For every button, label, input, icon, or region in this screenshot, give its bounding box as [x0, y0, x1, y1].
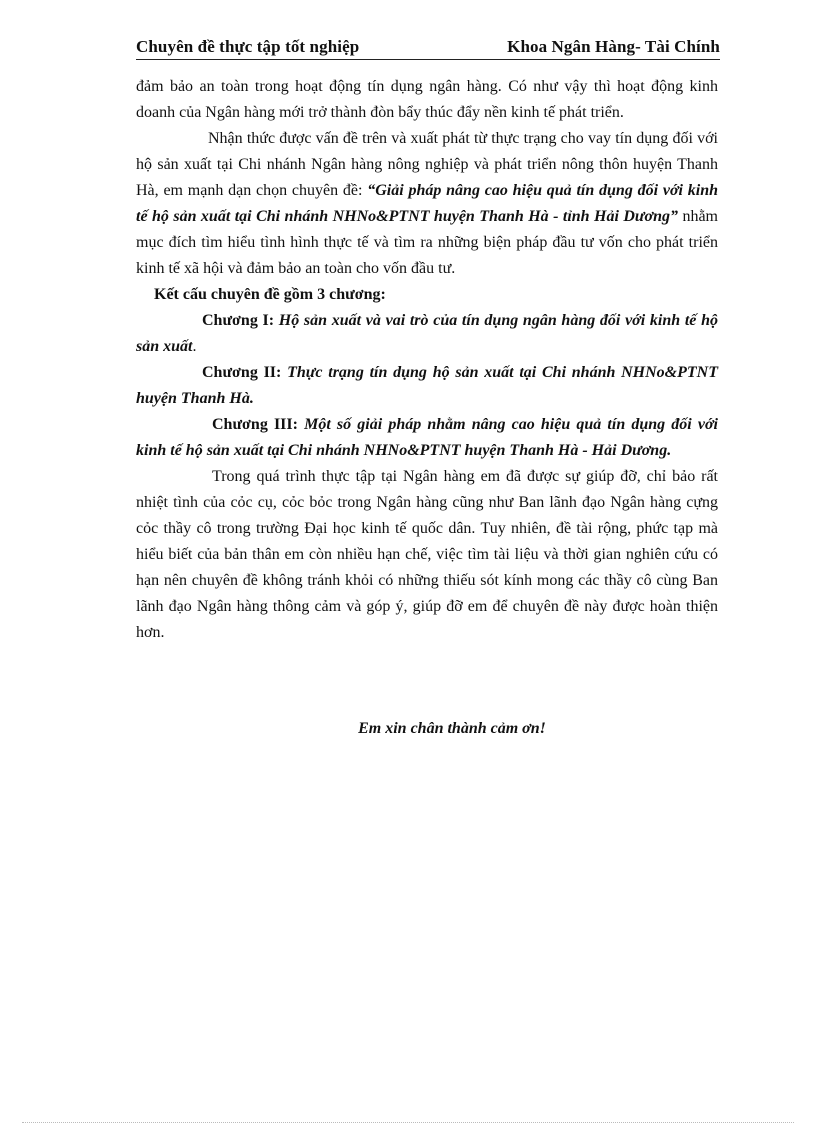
chapter-1-title: Hộ sản xuất và vai trò của tín dụng ngân hàng đối với kinh tế hộ sản xuất [136, 312, 718, 355]
chapter-2-label: Chương II: [202, 364, 288, 381]
page-header [136, 35, 720, 60]
chapter-1 [136, 308, 718, 360]
header-left-title: Chuyên đề thực tập tốt nghiệp [136, 37, 360, 56]
header-right-title: Khoa Ngân Hàng- Tài Chính [507, 37, 720, 56]
paragraph-2-end: nhằm mục đích tìm hiểu tình hình thực tế và tìm ra những biện pháp đầu tư vốn cho phát triển kinh tế xã hội và đảm bảo an toàn cho vốn đầu tư. [136, 208, 719, 277]
paragraph-2 [136, 126, 718, 282]
chapter-3-label: Chương III: [212, 416, 305, 433]
paragraph-1: đảm bảo an toàn trong hoạt động tín dụng ngân hàng. Có như vậy thì hoạt động kinh doanh của Ngân hàng mới trở thành đòn bẩy thúc đẩy nền kinh tế phát triển. [136, 78, 718, 121]
chapter-2 [136, 360, 718, 412]
paragraph-2-start: Nhận thức được vấn đề trên và xuất phát từ thực trạng cho vay tín dụng đối với hộ sản xuất tại Chi nhánh Ngân hàng nông nghiệp và phát triển nông thôn huyện Thanh Hà, em mạnh dạn chọn chuyên đề: [136, 130, 718, 199]
chapter-3-title: Một số giải pháp nhằm nâng cao hiệu quả tín dụng đối với kinh tế hộ sản xuất tại Chi nhánh NHNo&PTNT huyện Thanh Hà - Hải Dương. [136, 416, 719, 459]
chapter-1-tail: . [192, 338, 197, 355]
document-body [136, 74, 718, 646]
chapter-3 [136, 412, 718, 464]
paragraph-3: Trong quá trình thực tập tại Ngân hàng em đã được sự giúp đỡ, chỉ bảo rất nhiệt tình của cỏc cụ, cỏc bỏc trong Ngân hàng cũng như Ban lãnh đạo Ngân hàng cựng cỏc thầy cô trong trường Đại học kinh tế quốc dân. Tuy nhiên, đề tài rộng, phức tạp mà hiểu biết của bản thân em còn nhiều hạn chế, việc tìm tài liệu và thời gian nghiên cứu có hạn nên chuyên đề không tránh khỏi có những thiếu sót kính mong các thầy cô cùng Ban lãnh đạo Ngân hàng thông cảm và góp ý, giúp đỡ em để chuyên đề này được hoàn thiện hơn. [136, 468, 718, 641]
closing-thanks: Em xin chân thành cảm ơn! [358, 720, 546, 737]
thesis-title: “Giải pháp nâng cao hiệu quả tín dụng đối với kinh tế hộ sản xuất tại Chi nhánh NHNo&PTNT huyện Thanh Hà - tỉnh Hải Dương” [136, 182, 719, 225]
chapter-1-label: Chương I: [202, 312, 279, 329]
chapter-2-title: Thực trạng tín dụng hộ sản xuất tại Chi nhánh NHNo&PTNT huyện Thanh Hà. [136, 364, 718, 407]
structure-heading: Kết cấu chuyên đề gồm 3 chương: [154, 286, 386, 303]
